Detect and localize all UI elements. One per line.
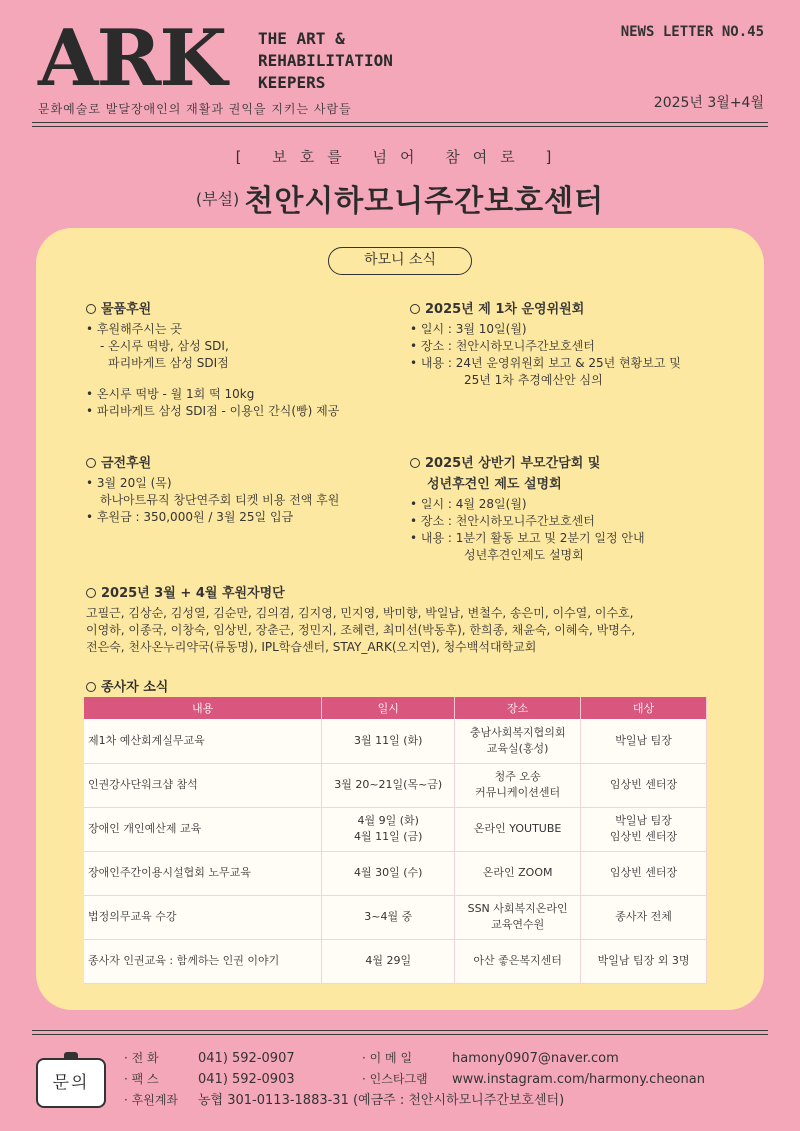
table-cell: 임상빈 센터장 [581, 763, 707, 807]
section-title: 금전후원 [86, 454, 386, 473]
issue-number: NEWS LETTER NO.45 [620, 24, 764, 40]
table-cell: 법정의무교육 수강 [84, 895, 322, 939]
table-row [84, 763, 707, 807]
text-line: 파리바게트 삼성 SDI점 [108, 356, 229, 370]
title-prefix: (부설) [195, 189, 240, 209]
issue-date: 2025년 3월+4월 [653, 95, 764, 111]
text-line: 성년후견인제도 설명회 [464, 548, 584, 562]
newsletter-header [0, 0, 800, 130]
circle-icon [86, 588, 96, 598]
section-title-line2: 성년후견인 제도 설명회 [427, 477, 562, 492]
table-cell: 장애인주간이용시설협회 노무교육 [84, 851, 322, 895]
donor-line: 전은숙, 천사온누리약국(류동명), IPL학습센터, STAY_ARK(오지연), 청수백석대학교회 [86, 640, 537, 654]
table-cell: 청주 오송 커뮤니케이션센터 [455, 763, 581, 807]
text-line: • 온시루 떡방 - 월 1회 떡 10kg [86, 387, 255, 401]
table-cell: 온라인 ZOOM [455, 851, 581, 895]
table-header-row [84, 697, 707, 719]
instagram-label: · 인스타그램 [362, 1072, 428, 1086]
text-line: • 일시 : 4월 28일(월) [410, 497, 527, 511]
table-row [84, 851, 707, 895]
table-cell: 인권강사단워크샵 참석 [84, 763, 322, 807]
contact-badge [36, 1052, 106, 1108]
table-row [84, 939, 707, 983]
circle-icon [410, 304, 420, 314]
table-cell: 장애인 개인예산제 교육 [84, 807, 322, 851]
table-cell: 박일남 팀장 임상빈 센터장 [581, 807, 707, 851]
account-label: · 후원계좌 [124, 1093, 178, 1107]
committee-section [410, 300, 730, 389]
text-line: • 내용 : 24년 운영위원회 보고 & 25년 현황보고 및 [410, 356, 681, 370]
text-line: 하나아트뮤직 창단연주회 티켓 비용 전액 후원 [100, 493, 340, 507]
kicker: [ 보호를 넘어 참여로 ] [235, 148, 565, 166]
table-cell: 제1차 예산회계실무교육 [84, 719, 322, 763]
section-title: 종사자 소식 [86, 676, 168, 695]
table-cell: 4월 30일 (수) [322, 851, 455, 895]
column-header: 장소 [455, 697, 581, 719]
goods-donation-section [86, 300, 386, 420]
logo-subtitle-line: THE ART & [258, 29, 345, 48]
text-line: • 파리바게트 삼성 SDI점 - 이용인 간식(빵) 제공 [86, 404, 340, 418]
text-line: • 장소 : 천안시하모니주간보호센터 [410, 339, 595, 353]
section-title: 2025년 3월 + 4월 후원자명단 [86, 584, 716, 603]
header-divider [32, 122, 768, 123]
donor-line: 고필근, 김상순, 김성열, 김순만, 김의겸, 김지영, 민지영, 박미향, 박일남, 변철수, 송은미, 이수열, 이수호, [86, 606, 634, 620]
table-row [84, 719, 707, 763]
contact-right [362, 1048, 705, 1090]
section-title: 2025년 상반기 부모간담회 및 [410, 454, 730, 473]
text-line: • 후원해주시는 곳 [86, 322, 182, 336]
circle-icon [86, 682, 96, 692]
email-label: · 이 메 일 [362, 1051, 413, 1065]
text-line: 25년 1차 추경예산안 심의 [464, 373, 603, 387]
fax-label: · 팩 스 [124, 1072, 159, 1086]
footer-divider [32, 1030, 768, 1031]
email-address[interactable]: hamony0907@naver.com [452, 1051, 619, 1066]
header-divider [32, 126, 768, 127]
circle-icon [410, 458, 420, 468]
table-row [84, 895, 707, 939]
logo-subtitle [258, 28, 393, 94]
text-line: - 온시루 떡방, 삼성 SDI, [100, 339, 229, 353]
instagram-link[interactable]: www.instagram.com/harmony.cheonan [452, 1072, 705, 1087]
table-cell: 3~4월 중 [322, 895, 455, 939]
text-line: • 내용 : 1분기 활동 보고 및 2분기 일정 안내 [410, 531, 645, 545]
donor-line: 이영하, 이종국, 이창숙, 임상빈, 장춘근, 정민지, 조혜련, 최미선(박동후), 한희종, 채윤숙, 이혜숙, 박명수, [86, 623, 636, 637]
logo-subtitle-line: REHABILITATION [258, 51, 393, 70]
table-cell: 3월 20~21일(목~금) [322, 763, 455, 807]
table-cell: 종사자 인권교육 : 함께하는 인권 이야기 [84, 939, 322, 983]
phone-number: 041) 592-0907 [198, 1051, 295, 1066]
table-cell: 종사자 전체 [581, 895, 707, 939]
text-line: • 3월 20일 (목) [86, 476, 172, 490]
logo-subtitle-line: KEEPERS [258, 73, 326, 92]
footer-divider [32, 1034, 768, 1035]
column-header: 대상 [581, 697, 707, 719]
cash-donation-section [86, 454, 386, 526]
column-header: 내용 [84, 697, 322, 719]
table-cell: 4월 9일 (화) 4월 11일 (금) [322, 807, 455, 851]
table-cell: 충남사회복지협의회 교육실(홍성) [455, 719, 581, 763]
tagline: 문화예술로 발달장애인의 재활과 권익을 지키는 사람들 [38, 102, 352, 116]
table-row [84, 807, 707, 851]
contact-badge-label: 문의 [36, 1058, 106, 1108]
section-title: 2025년 제 1차 운영위원회 [410, 300, 730, 319]
table-cell: 임상빈 센터장 [581, 851, 707, 895]
text-line: • 일시 : 3월 10일(월) [410, 322, 527, 336]
staff-news-table [84, 697, 707, 984]
table-cell: SSN 사회복지온라인 교육연수원 [455, 895, 581, 939]
circle-icon [86, 304, 96, 314]
column-header: 일시 [322, 697, 455, 719]
table-cell: 박일남 팀장 외 3명 [581, 939, 707, 983]
donor-list-section [86, 584, 716, 656]
table-cell: 4월 29일 [322, 939, 455, 983]
phone-label: · 전 화 [124, 1051, 159, 1065]
table-cell: 박일남 팀장 [581, 719, 707, 763]
table-cell: 아산 좋은복지센터 [455, 939, 581, 983]
title-main: 천안시하모니주간보호센터 [244, 184, 605, 219]
page-title [0, 176, 800, 220]
text-line: • 후원금 : 350,000원 / 3월 25일 입금 [86, 510, 294, 524]
circle-icon [86, 458, 96, 468]
table-cell: 온라인 YOUTUBE [455, 807, 581, 851]
table-cell: 3월 11일 (화) [322, 719, 455, 763]
text-line: • 장소 : 천안시하모니주간보호센터 [410, 514, 595, 528]
parents-meeting-section [410, 454, 730, 564]
ark-logo: ARK [38, 13, 226, 104]
section-title: 물품후원 [86, 300, 386, 319]
bank-account: 농협 301-0113-1883-31 (예금주 : 천안시하모니주간보호센터) [198, 1093, 565, 1108]
fax-number: 041) 592-0903 [198, 1072, 295, 1087]
section-pill: 하모니 소식 [328, 247, 472, 275]
